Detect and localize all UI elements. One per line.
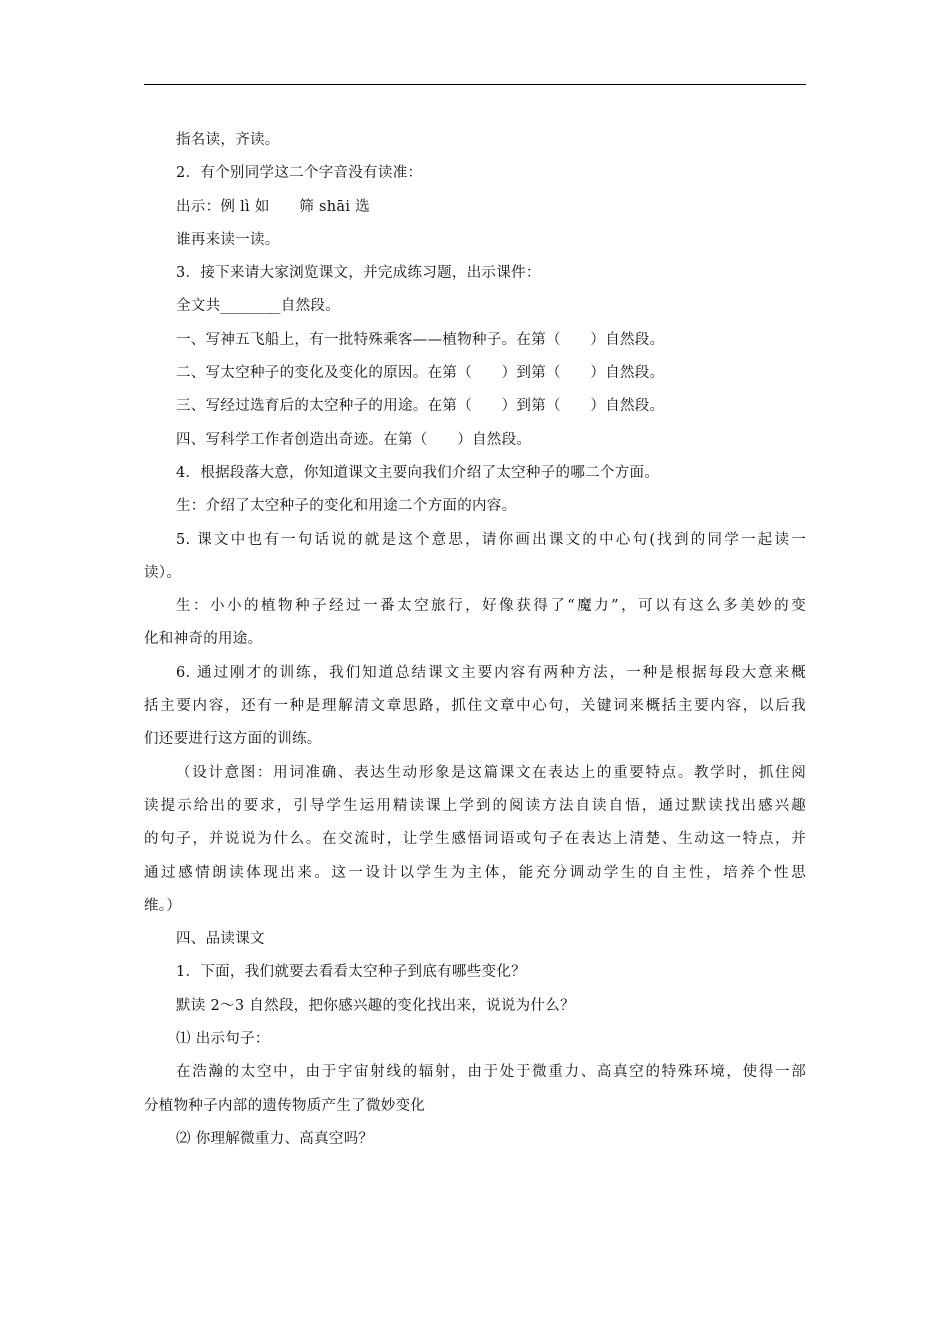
header-rule	[144, 84, 806, 85]
design-intent-line: （设计意图：用词准确、表达生动形象是这篇课文在表达上的重要特点。教学时，抓住阅	[176, 764, 806, 781]
design-intent-line: 的句子，并说说为什么。在交流时，让学生感悟词语或句子在表达上清楚、生动这一特点，并	[144, 831, 806, 848]
paragraph-line: ⑵ 你理解微重力、高真空吗？	[176, 1130, 374, 1147]
paragraph-line: 谁再来读一读。	[176, 231, 280, 248]
paragraph-line: ⑴ 出示句子：	[176, 1031, 270, 1048]
paragraph-line: 指名读，齐读。	[176, 132, 280, 148]
paragraph-line: 全文共________自然段。	[176, 298, 340, 315]
quoted-sentence: 分植物种子内部的遗传物质产生了微妙变化	[144, 1097, 426, 1114]
paragraph-line: 1．下面，我们就要去看看太空种子到底有哪些变化？	[176, 964, 526, 981]
exercise-item: 一、写神五飞船上，有一批特殊乘客——植物种子。在第（ ）自然段。	[176, 331, 665, 348]
paragraph-line: 4．根据段落大意，你知道课文主要向我们介绍了太空种子的哪二个方面。	[176, 464, 660, 481]
section-heading: 四、品读课文	[176, 931, 265, 948]
exercise-item: 三、写经过选育后的太空种子的用途。在第（ ）到第（ ）自然段。	[176, 398, 665, 415]
exercise-item: 二、写太空种子的变化及变化的原因。在第（ ）到第（ ）自然段。	[176, 365, 665, 382]
paragraph-line: 3．接下来请大家浏览课文，并完成练习题，出示课件：	[176, 265, 541, 282]
paragraph-line: 默读 2～3 自然段，把你感兴趣的变化找出来，说说为什么？	[176, 997, 575, 1014]
design-intent-line: 读提示给出的要求，引导学生运用精读课上学到的阅读方法自读自悟，通过默读找出感兴趣	[144, 797, 806, 814]
paragraph-line: 化和神奇的用途。	[144, 631, 263, 648]
paragraph-line: 读）。	[144, 564, 182, 581]
paragraph-line: 们还要进行这方面的训练。	[144, 731, 322, 748]
quoted-sentence: 在浩瀚的太空中，由于宇宙射线的辐射，由于处于微重力、高真空的特殊环境，使得一部	[176, 1064, 806, 1081]
design-intent-line: 维。）	[144, 897, 182, 914]
document-body	[144, 124, 806, 1156]
paragraph-line: 5. 课文中也有一句话说的就是这个意思，请你画出课文的中心句(找到的同学一起读一	[176, 531, 806, 548]
paragraph-line: 出示：例 lì 如 筛 shāi 选	[176, 198, 370, 215]
paragraph-line: 括主要内容，还有一种是理解清文章思路，抓住文章中心句，关键词来概括主要内容，以后我	[144, 698, 806, 715]
paragraph-line: 生：小小的植物种子经过一番太空旅行，好像获得了“魔力”，可以有这么多美妙的变	[176, 598, 806, 615]
paragraph-line: 2．有个别同学这二个字音没有读准：	[176, 165, 423, 182]
design-intent-line: 通过感情朗读体现出来。这一设计以学生为主体，能充分调动学生的自主性，培养个性思	[144, 864, 806, 881]
paragraph-line: 6. 通过刚才的训练，我们知道总结课文主要内容有两种方法，一种是根据每段大意来概	[176, 664, 806, 681]
paragraph-line: 生：介绍了太空种子的变化和用途二个方面的内容。	[176, 498, 517, 515]
exercise-item: 四、写科学工作者创造出奇迹。在第（ ）自然段。	[176, 431, 532, 448]
